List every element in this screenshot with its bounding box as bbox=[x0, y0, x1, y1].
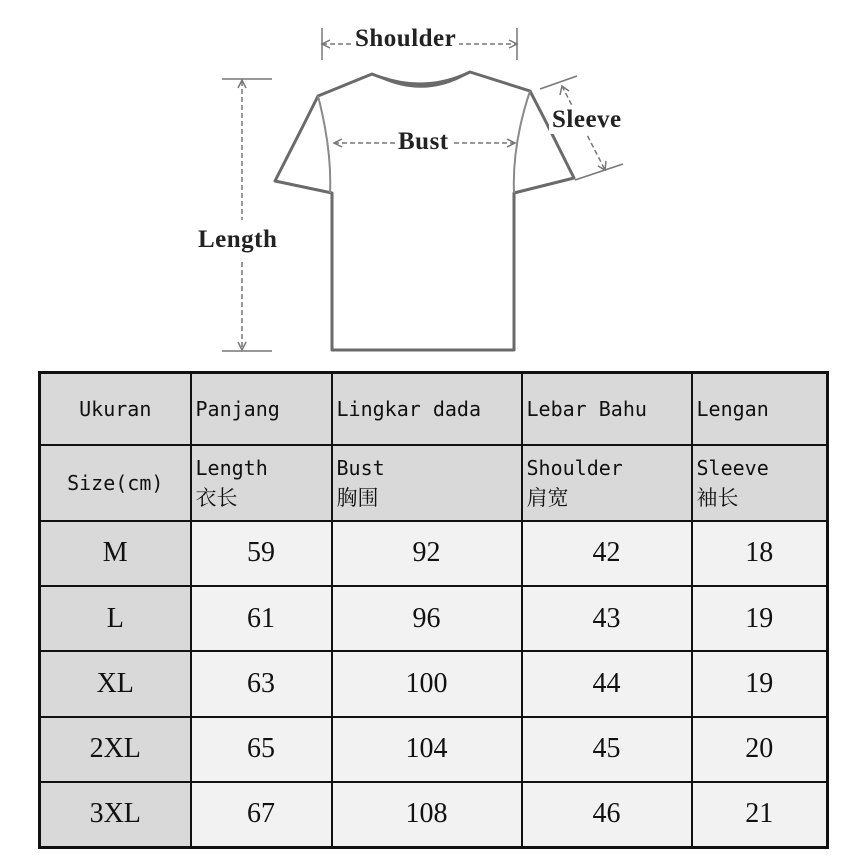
shoulder-value-cell: 42 bbox=[522, 521, 692, 586]
table-row bbox=[40, 717, 828, 782]
shoulder-value-cell: 45 bbox=[522, 717, 692, 782]
header-cell-panjang: Panjang bbox=[191, 373, 332, 446]
shoulder-value-cell: 43 bbox=[522, 586, 692, 651]
shoulder-value-cell: 44 bbox=[522, 651, 692, 716]
header-cell-ukuran: Ukuran bbox=[40, 373, 191, 446]
header-cell-lebar-bahu: Lebar Bahu bbox=[522, 373, 692, 446]
header-cell-length bbox=[191, 445, 332, 520]
header-length-en: Length bbox=[195, 456, 268, 481]
size-cell: 2XL bbox=[40, 717, 191, 782]
bust-label: Bust bbox=[395, 128, 452, 156]
header-cell-size-cm: Size(cm) bbox=[40, 445, 191, 520]
header-sleeve-en: Sleeve bbox=[696, 456, 769, 481]
size-cell: L bbox=[40, 586, 191, 651]
table-row bbox=[40, 586, 828, 651]
bust-value-cell: 100 bbox=[332, 651, 522, 716]
length-value-cell: 65 bbox=[191, 717, 332, 782]
shoulder-value-cell: 46 bbox=[522, 782, 692, 848]
header-row-english-chinese bbox=[40, 445, 828, 520]
header-bust-en: Bust bbox=[336, 456, 385, 481]
header-cell-shoulder bbox=[522, 445, 692, 520]
header-bust-cn: 胸围 bbox=[336, 486, 379, 511]
bust-value-cell: 96 bbox=[332, 586, 522, 651]
header-cell-lengan: Lengan bbox=[692, 373, 828, 446]
table-row bbox=[40, 782, 828, 848]
length-measure-arrow bbox=[222, 79, 272, 351]
size-cell: 3XL bbox=[40, 782, 191, 848]
header-sleeve-cn: 袖长 bbox=[696, 486, 739, 511]
size-cell: M bbox=[40, 521, 191, 586]
length-value-cell: 59 bbox=[191, 521, 332, 586]
header-length-cn: 衣长 bbox=[195, 486, 238, 511]
length-label: Length bbox=[198, 226, 278, 253]
bust-value-cell: 108 bbox=[332, 782, 522, 848]
shoulder-label: Shoulder bbox=[352, 25, 459, 53]
bust-value-cell: 92 bbox=[332, 521, 522, 586]
bust-value-cell: 104 bbox=[332, 717, 522, 782]
length-value-cell: 67 bbox=[191, 782, 332, 848]
table-row bbox=[40, 651, 828, 716]
tshirt-outline-illustration bbox=[0, 0, 860, 365]
length-value-cell: 61 bbox=[191, 586, 332, 651]
sleeve-value-cell: 19 bbox=[692, 586, 828, 651]
sleeve-value-cell: 19 bbox=[692, 651, 828, 716]
size-cell: XL bbox=[40, 651, 191, 716]
sleeve-value-cell: 20 bbox=[692, 717, 828, 782]
length-value-cell: 63 bbox=[191, 651, 332, 716]
header-row-indonesian bbox=[40, 373, 828, 446]
tshirt-outline bbox=[275, 72, 574, 350]
sleeve-value-cell: 18 bbox=[692, 521, 828, 586]
sleeve-value-cell: 21 bbox=[692, 782, 828, 848]
tshirt-measurement-diagram bbox=[0, 0, 860, 365]
table-row bbox=[40, 521, 828, 586]
size-chart-table bbox=[38, 371, 829, 849]
header-cell-sleeve bbox=[692, 445, 828, 520]
header-cell-lingkar-dada: Lingkar dada bbox=[332, 373, 522, 446]
header-shoulder-cn: 肩宽 bbox=[526, 486, 569, 511]
header-cell-bust bbox=[332, 445, 522, 520]
sleeve-label: Sleeve bbox=[549, 106, 625, 134]
header-shoulder-en: Shoulder bbox=[526, 456, 623, 481]
